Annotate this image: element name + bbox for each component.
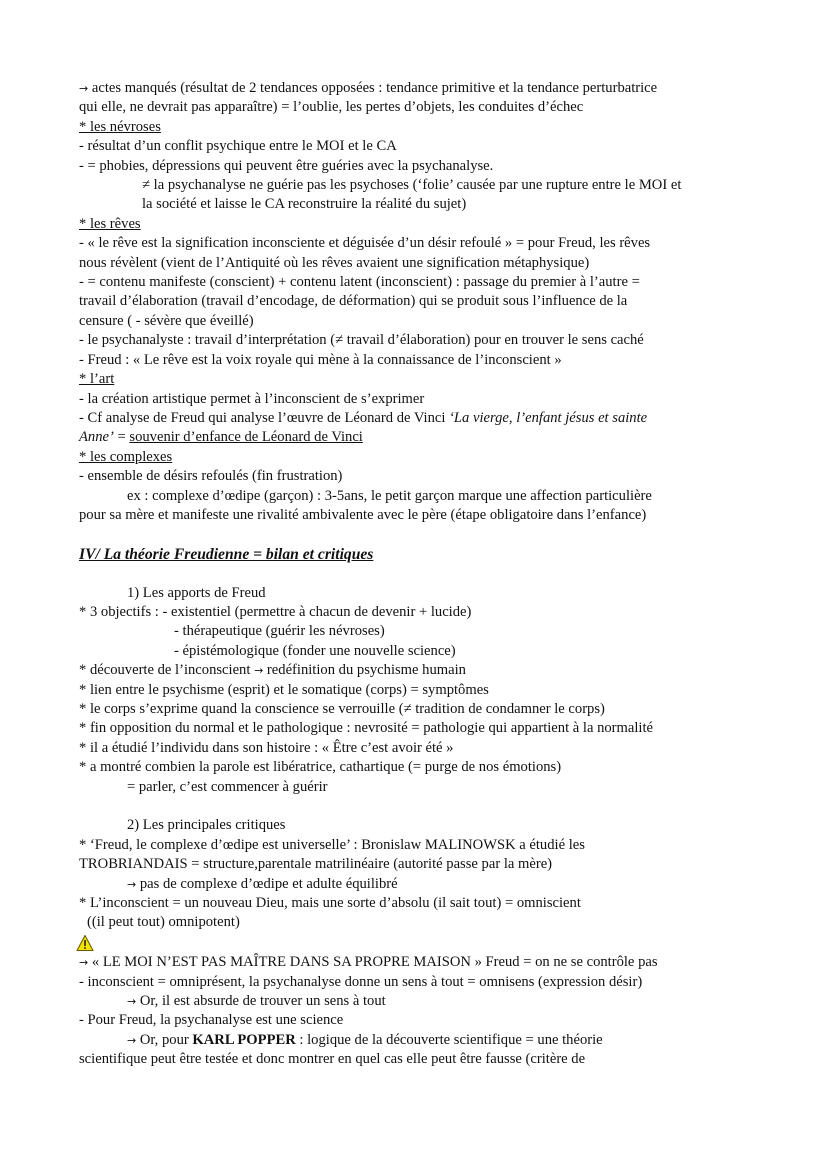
arrow-icon: → <box>127 877 137 891</box>
text-line: → Or, pour KARL POPPER : logique de la découverte scientifique = une théorie <box>127 1031 603 1048</box>
text-line: * ‘Freud, le complexe d’œdipe est universelle’ : Bronislaw MALINOWSK a étudié les <box>79 836 585 853</box>
subsection-heading: 1) Les apports de Freud <box>127 584 266 601</box>
text-line: - épistémologique (fonder une nouvelle science) <box>174 642 456 659</box>
arrow-icon: → <box>79 956 89 970</box>
warning-icon-graphic <box>76 934 94 952</box>
text-line: TROBRIANDAIS = structure,parentale matrilinéaire (autorité passe par la mère) <box>79 856 553 873</box>
arrow-icon: → <box>79 82 89 95</box>
text-line: * fin opposition du normal et le pathologique : nevrosité = pathologie qui appartient à la normalité <box>79 720 654 737</box>
arrow-icon: → <box>254 664 264 678</box>
text-line: Anne’ = souvenir d’enfance de Léonard de Vinci <box>79 429 363 446</box>
text-line: nous révèlent (vient de l’Antiquité où les rêves avaient une signification métaphysique) <box>79 254 590 271</box>
text-line: - thérapeutique (guérir les névroses) <box>174 623 385 640</box>
text-line: → Or, il est absurde de trouver un sens à tout <box>127 993 386 1010</box>
text-line: ((il peut tout) omnipotent) <box>87 914 240 931</box>
text-line: scientifique peut être testée et donc montrer en quel cas elle peut être fausse (critère de <box>79 1051 586 1068</box>
text-line: ≠ la psychanalyse ne guérie pas les psychoses (‘folie’ causée par une rupture entre le MOI et <box>142 177 682 194</box>
text-line: - « le rêve est la signification inconsciente et déguisée d’un désir refoulé » = pour Freud, les rêves <box>79 235 651 252</box>
chapter-heading: IV/ La théorie Freudienne = bilan et critiques <box>79 545 374 563</box>
text-line: - le psychanalyste : travail d’interprétation (≠ travail d’élaboration) pour en trouver le sens caché <box>79 332 644 349</box>
text-line: → actes manqués (résultat de 2 tendances opposées : tendance primitive et la tendance perturbatrice <box>79 80 658 96</box>
text-line: * 3 objectifs : - existentiel (permettre à chacun de devenir + lucide) <box>79 603 472 620</box>
text-line: * il a étudié l’individu dans son histoire : « Être c’est avoir été » <box>79 739 454 756</box>
text-line: - = phobies, dépressions qui peuvent être guéries avec la psychanalyse. <box>79 157 494 174</box>
section-heading-art: * l’art <box>79 371 115 388</box>
spacer <box>79 564 759 583</box>
text-line: - Freud : « Le rêve est la voix royale qui mène à la connaissance de l’inconscient » <box>79 351 562 368</box>
text-line: - = contenu manifeste (conscient) + contenu latent (inconscient) : passage du premier à l’autre = <box>79 274 640 291</box>
text-line: qui elle, ne devrait pas apparaître) = l’oublie, les pertes d’objets, les conduites d’échec <box>79 99 584 116</box>
text-line: - la création artistique permet à l’inconscient de s’exprimer <box>79 390 425 407</box>
text-line: - inconscient = omniprésent, la psychanalyse donne un sens à tout = omnisens (expression désir) <box>79 973 643 990</box>
text-line: - Cf analyse de Freud qui analyse l’œuvre de Léonard de Vinci ‘La vierge, l’enfant jésus et sainte <box>79 409 648 426</box>
spacer <box>79 797 759 816</box>
text-line: * a montré combien la parole est libératrice, cathartique (= purge de nos émotions) <box>79 759 562 776</box>
text-line: travail d’élaboration (travail d’encodage, de déformation) qui se produit sous l’influence de la <box>79 293 628 310</box>
section-heading-reves: * les rêves <box>79 215 141 232</box>
text-line: - ensemble de désirs refoulés (fin frustration) <box>79 468 343 485</box>
text-line: ex : complexe d’œdipe (garçon) : 3-5ans, le petit garçon marque une affection particulière <box>127 487 652 504</box>
document-body <box>79 79 759 1070</box>
text-line: * le corps s’exprime quand la conscience se verrouille (≠ tradition de condamner le corps) <box>79 700 605 717</box>
arrow-icon: → <box>127 995 137 1009</box>
text-line: → « LE MOI N’EST PAS MAÎTRE DANS SA PROPRE MAISON » Freud = on ne se contrôle pas <box>79 954 658 971</box>
author-name: KARL POPPER <box>192 1031 296 1048</box>
spacer <box>79 525 759 544</box>
section-heading-complexes: * les complexes <box>79 448 173 465</box>
subsection-heading: 2) Les principales critiques <box>127 817 286 834</box>
text-line: → pas de complexe d’œdipe et adulte équilibré <box>127 875 398 892</box>
text-line: = parler, c’est commencer à guérir <box>127 778 328 795</box>
artwork-title: ‘La vierge, l’enfant jésus et sainte <box>449 409 648 426</box>
text-line: - Pour Freud, la psychanalyse est une science <box>79 1012 344 1029</box>
section-heading-nevroses: * les névroses <box>79 118 161 135</box>
text-line: * découverte de l’inconscient → redéfinition du psychisme humain <box>79 662 466 679</box>
text-line: censure ( - sévère que éveillé) <box>79 312 254 329</box>
text-line: * lien entre le psychisme (esprit) et le somatique (corps) = symptômes <box>79 681 489 698</box>
arrow-icon: → <box>127 1033 137 1047</box>
text-line: - résultat d’un conflit psychique entre le MOI et le CA <box>79 138 397 155</box>
text-line: la société et laisse le CA reconstruire la réalité du sujet) <box>142 196 467 213</box>
underlined-phrase: souvenir d’enfance de Léonard de Vinci <box>129 429 363 446</box>
text-line: * L’inconscient = un nouveau Dieu, mais une sorte d’absolu (il sait tout) = omniscient <box>79 895 581 912</box>
text-line: pour sa mère et manifeste une rivalité ambivalente avec le père (étape obligatoire dans l’enfance) <box>79 506 647 523</box>
artwork-title-end: Anne’ <box>79 429 114 446</box>
warning-icon <box>79 934 759 953</box>
